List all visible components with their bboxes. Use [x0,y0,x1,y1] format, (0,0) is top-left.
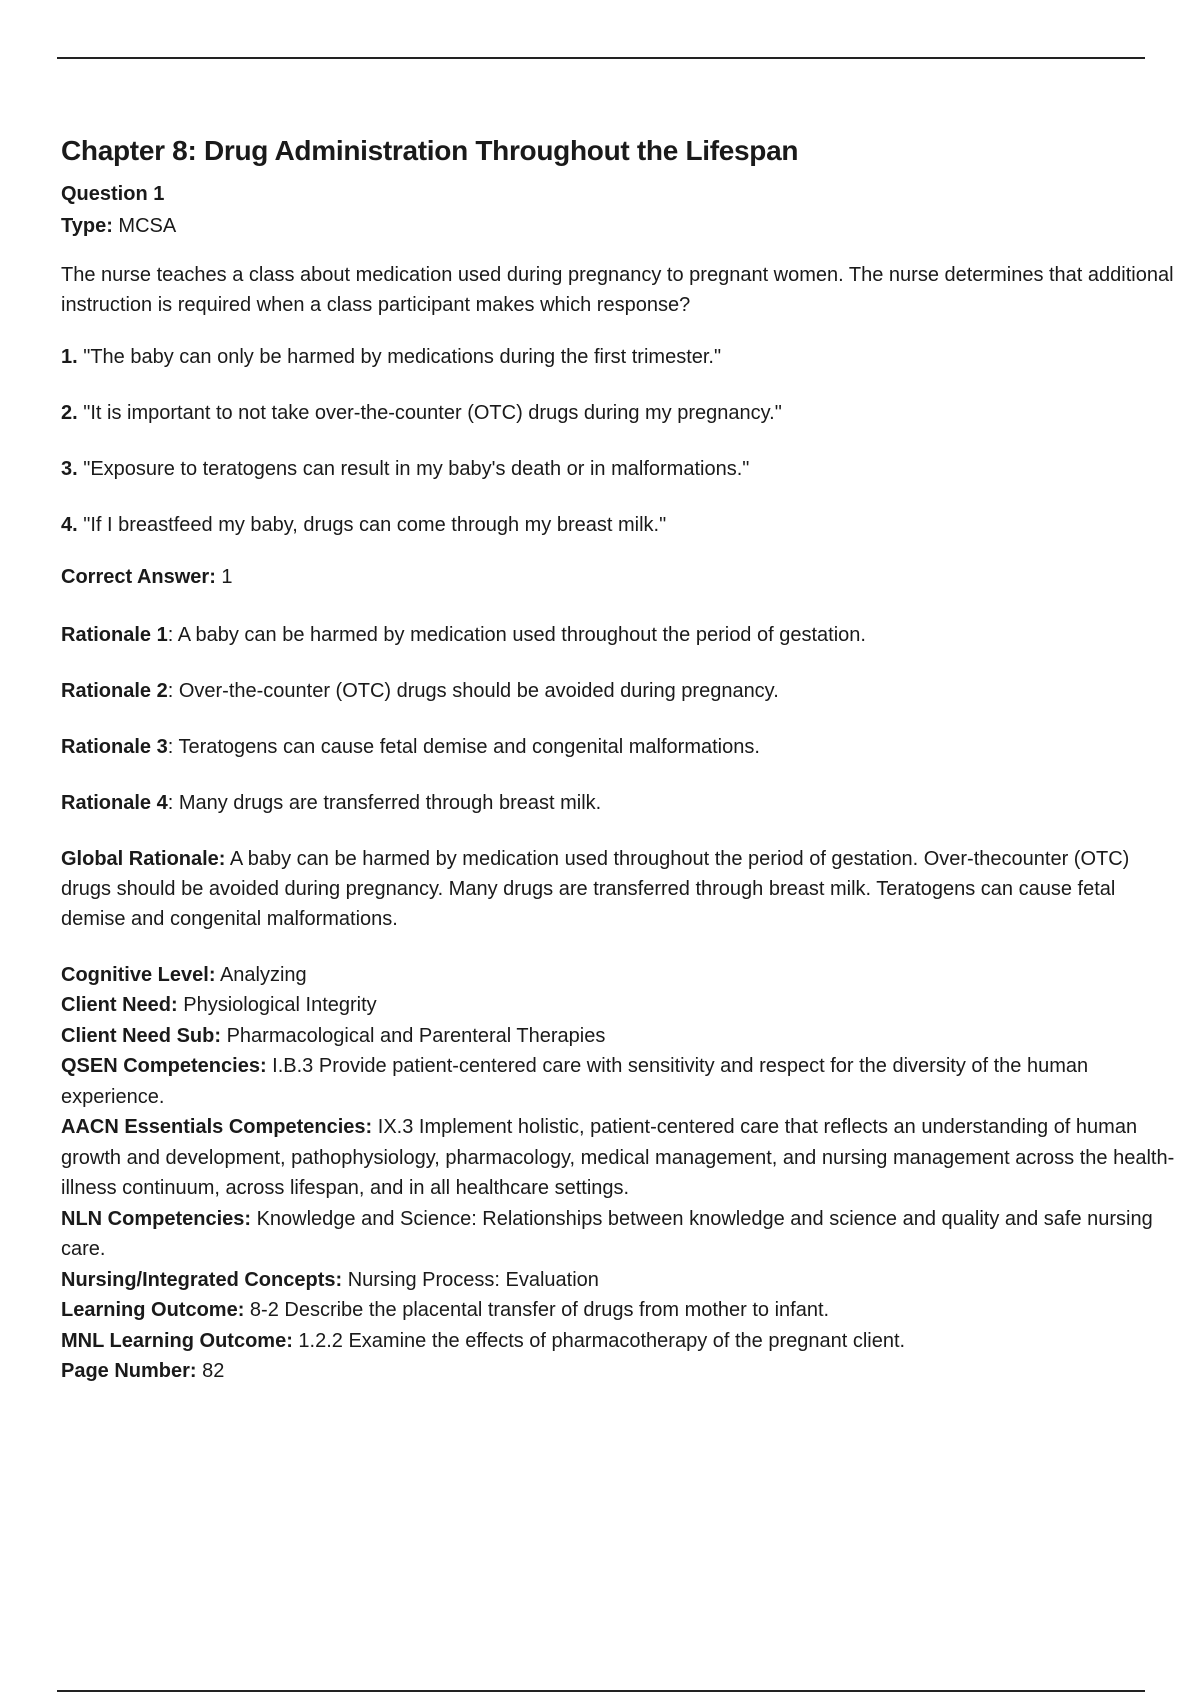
rationale-text: : Teratogens can cause fetal demise and congenital malformations. [167,735,760,758]
option-number: 4. [61,513,78,536]
meta-value: I.B.3 Provide patient-centered care with sensitivity and respect for the diversity of the human experience. [61,1055,1089,1108]
correct-answer [61,562,1176,592]
type-value: MCSA [112,214,177,237]
rationale-label: Rationale 2 [61,679,168,702]
meta-label: NLN Competencies: [61,1207,252,1230]
question-stem: The nurse teaches a class about medication used during pregnancy to pregnant women. The nurse determines that additional instruction is required when a class participant makes which response? [61,263,1174,316]
meta-label: Learning Outcome: [61,1299,245,1322]
global-rationale-text: A baby can be harmed by medication used throughout the period of gestation. Over-thecounter (OTC) drugs should be avoided during pregnancy. Many drugs are transferred through breast milk. Teratogens can cause fetal demise and congenital malformations. [61,847,1130,930]
meta-value: 1.2.2 Examine the effects of pharmacotherapy of the pregnant client. [292,1329,906,1352]
rationale [61,788,1176,818]
meta-value: 8-2 Describe the placental transfer of drugs from mother to infant. [244,1299,830,1322]
meta-nursing-concepts [61,1265,1176,1296]
meta-client-need-sub [61,1021,1176,1052]
rationale [61,620,1176,650]
meta-page-number [61,1356,1176,1387]
meta-value: IX.3 Implement holistic, patient-centered care that reflects an understanding of human growth and development, pathophysiology, pharmacology, medical management, and nursing management across the health-illness continuum, across lifespan, and in all healthcare settings. [61,1116,1175,1200]
answer-option [61,342,1176,372]
meta-label: MNL Learning Outcome: [61,1329,293,1352]
option-text: "If I breastfeed my baby, drugs can come through my breast milk." [77,513,667,536]
meta-label: AACN Essentials Competencies: [61,1116,373,1139]
meta-value: Knowledge and Science: Relationships between knowledge and science and quality and safe nursing care. [61,1207,1153,1261]
option-number: 2. [61,401,78,424]
meta-label: Client Need Sub: [61,1024,222,1047]
meta-value: Pharmacological and Parenteral Therapies [221,1024,606,1047]
global-rationale [61,844,1176,934]
meta-qsen-competencies [61,1051,1176,1112]
chapter-title: Chapter 8: Drug Administration Throughout the Lifespan [61,135,799,166]
rationale-label: Rationale 3 [61,735,168,758]
meta-value: Analyzing [215,963,307,986]
meta-mnl-learning-outcome [61,1326,1176,1357]
rationale-text: : A baby can be harmed by medication used throughout the period of gestation. [167,623,866,646]
meta-value: Physiological Integrity [177,994,377,1017]
meta-client-need [61,990,1176,1021]
global-rationale-label: Global Rationale: [61,847,226,870]
correct-answer-label: Correct Answer: [61,565,216,588]
meta-cognitive-level [61,960,1176,991]
rationale-label: Rationale 4 [61,791,168,814]
type-label: Type: [61,214,113,237]
option-number: 3. [61,457,78,480]
meta-value: 82 [196,1360,225,1383]
meta-label: Cognitive Level: [61,963,216,986]
rationale [61,676,1176,706]
meta-value: Nursing Process: Evaluation [342,1268,599,1291]
option-text: "It is important to not take over-the-counter (OTC) drugs during my pregnancy." [77,401,782,424]
bottom-rule [57,1690,1145,1692]
answer-option [61,454,1176,484]
answer-option [61,398,1176,428]
rationale-label: Rationale 1 [61,623,168,646]
top-rule [57,57,1145,59]
question-type [61,210,1176,242]
option-text: "Exposure to teratogens can result in my baby's death or in malformations." [77,457,750,480]
rationale [61,732,1176,762]
meta-label: Client Need: [61,994,178,1017]
rationale-text: : Over-the-counter (OTC) drugs should be avoided during pregnancy. [167,679,779,702]
meta-label: QSEN Competencies: [61,1055,267,1078]
meta-nln-competencies [61,1204,1176,1265]
meta-label: Page Number: [61,1360,197,1383]
option-text: "The baby can only be harmed by medications during the first trimester." [77,345,722,368]
correct-answer-value: 1 [215,565,233,588]
answer-option [61,510,1176,540]
meta-aacn-competencies [61,1112,1176,1204]
option-number: 1. [61,345,78,368]
meta-label: Nursing/Integrated Concepts: [61,1268,343,1291]
question-metadata [61,960,1176,1387]
document-body [61,134,1176,1387]
rationale-text: : Many drugs are transferred through breast milk. [167,791,602,814]
meta-learning-outcome [61,1295,1176,1326]
question-label: Question 1 [61,182,165,205]
